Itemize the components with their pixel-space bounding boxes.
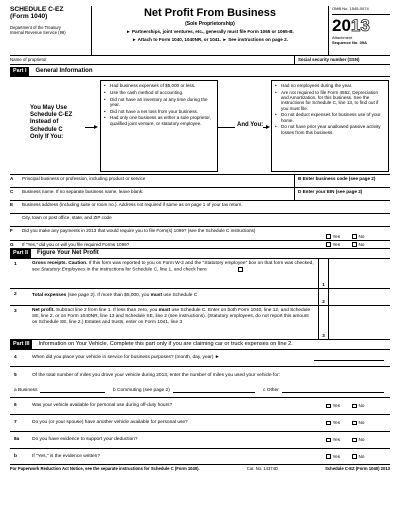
arrow-head-left (94, 125, 98, 129)
no-label: No (358, 241, 365, 247)
line-1-box-num: 1 (318, 259, 328, 288)
principal-business-field[interactable] (22, 175, 294, 187)
condition-item: • Do not have prior year unallowed passive activity losses from this business. (275, 124, 385, 135)
may-use-line: You May Use (30, 105, 67, 111)
line-8b-text: If "Yes," is the evidence written? (32, 453, 101, 459)
ssn-label: Social security number (SSN) (298, 57, 360, 62)
no-label: No (358, 233, 365, 239)
yes-label: Yes (332, 403, 340, 409)
line-6-no-checkbox[interactable] (352, 404, 357, 409)
yes-label: Yes (332, 241, 340, 247)
line-8a-no-checkbox[interactable] (352, 438, 357, 443)
line-7-num: 7 (14, 420, 17, 426)
yes-label: Yes (332, 437, 340, 443)
line-f-text: Did you make any payments in 2013 that would require you to file Form(s) 1099? (see the Schedule C instructions) (22, 228, 256, 233)
line-7-choices (326, 420, 390, 426)
line-d-label: D Enter your EIN (see page 2) (298, 189, 363, 194)
line-2-text (32, 289, 318, 305)
line-3-row (10, 306, 390, 340)
line-3-body: Subtract line 2 from line 1. If less than zero, you (54, 308, 159, 313)
spacer (10, 214, 22, 226)
condition-item: • Are not required to file Form 4562, Depreciation and Amortization, for this business. See the instructions for Schedule C, line 13, to find out if you must file. (275, 90, 385, 111)
line-1-row (10, 259, 390, 289)
line-7-row (10, 415, 390, 432)
line-g-yes-checkbox[interactable] (326, 242, 331, 247)
condition-item: • Had business expenses of $5,000 or less. (104, 83, 214, 88)
condition-item: • Do not deduct expenses for business use of your home. (275, 112, 385, 123)
line-2-must: must (150, 293, 163, 298)
yes-label: Yes (332, 453, 340, 459)
line-6-choices (326, 403, 390, 409)
line-1-lead: Gross receipts. Caution. (32, 261, 88, 266)
line-g-text: If "Yes," did you or will you file required Forms 1099? (22, 242, 130, 247)
yes-label: Yes (332, 233, 340, 239)
line-4-row (10, 350, 390, 367)
line-1-italic: Statutory Employees (41, 267, 86, 273)
line-8a-choices (326, 437, 390, 443)
year-block (328, 6, 390, 55)
no-label: No (358, 403, 365, 409)
line-e-row[interactable] (10, 201, 390, 214)
and-you-label: And You: (237, 122, 264, 128)
form-id-line2: (Form 1040) (10, 12, 48, 20)
may-use-line: Instead of (30, 119, 59, 126)
in-service-date-field[interactable] (314, 355, 384, 361)
line-3-lead: Net profit. (32, 308, 55, 313)
condition-item: • Use the cash method of accounting. (104, 90, 214, 95)
line-5-row (10, 367, 390, 384)
line-5-text: Of the total number of miles you drove your vehicle during 2013, enter the number of miles you used your vehicle for: (32, 372, 280, 378)
arrow-head-right (266, 125, 270, 129)
line-3-tail: use Schedule C. Enter on both Form 1040, line 12, and Schedule SE, line 2, or on Form 1040NR, line 13 and Schedule SE, line 2 (see instructions). (Statutory employees, do not report this amount on Schedule SE, line 2.) Estates and trusts, enter on Form 1041, line 3 (32, 308, 311, 326)
line-8b-row (10, 449, 390, 464)
other-miles-field[interactable] (282, 388, 384, 393)
line-f-choices (326, 234, 390, 241)
attachment-line2: Sequence No. 09A (332, 39, 367, 45)
part3-title-bold: Information on Your Vehicle. (38, 340, 109, 347)
line-5-num: 5 (14, 372, 17, 378)
line-5b (105, 388, 255, 394)
yes-label: Yes (332, 420, 340, 426)
right-conditions-box (271, 80, 389, 172)
form-subtitle: (Sole Proprietorship) (185, 21, 235, 28)
title-block (92, 6, 328, 55)
condition-item: • Had only one business as either a sole proprietor, qualified joint venture, or statutory employee. (104, 115, 214, 126)
line-7-yes-checkbox[interactable] (326, 421, 331, 426)
form-id-line1: SCHEDULE C-EZ (10, 6, 64, 13)
general-info-panel (10, 77, 390, 175)
dept-line1: Department of the Treasury (10, 24, 61, 30)
line-7-no-checkbox[interactable] (352, 421, 357, 426)
part1-header (10, 67, 390, 77)
arrow-line-mid (218, 127, 235, 128)
line-f-yes-checkbox[interactable] (326, 234, 331, 239)
line-c-row (10, 188, 390, 201)
line-1-body: If this form was reported to you on Form W-2 and the "Statutory employee" box on that form was checked, see (32, 261, 314, 273)
business-code-field[interactable] (294, 175, 390, 187)
line-8a-text: Do you have evidence to support your deduction? (32, 437, 138, 443)
line-6-num: 6 (14, 403, 17, 409)
line-f-row (10, 227, 390, 241)
line-g-row (10, 241, 390, 249)
part2-tag: Part II (10, 249, 31, 258)
line-2-lead: Total expenses (32, 293, 67, 298)
omb-number: OMB No. 1545-0074 (332, 6, 390, 15)
may-use-line: Schedule C-EZ (30, 112, 73, 119)
attachment-line1: Attachment (332, 34, 353, 40)
line-8a-num: 8a (14, 437, 20, 443)
business-name-field[interactable] (22, 188, 294, 200)
may-use-line: Schedule C (30, 126, 63, 133)
line-a-text: Principal business or profession, including product or service (22, 176, 146, 181)
statutory-employee-checkbox[interactable] (238, 267, 243, 272)
line-e-text: Business address (including suite or room no.). Address not required if same as on page 1 of your tax return. (22, 202, 243, 207)
commuting-miles-field[interactable] (173, 388, 255, 393)
line-3-box-num: 3 (318, 306, 328, 339)
line-g-choices (326, 241, 390, 248)
line-2-tail: use Schedule C (162, 293, 198, 298)
year-prefix: 20 (332, 15, 351, 35)
line-f-label: F (10, 228, 13, 233)
line-8a-row (10, 432, 390, 449)
line-g-no-checkbox[interactable] (352, 242, 357, 247)
line-4-num: 4 (14, 355, 17, 361)
net-profit-amount[interactable] (328, 306, 390, 339)
instruction-1: ► Partnerships, joint ventures, etc., generally must file Form 1065 or 1065-B. (126, 29, 294, 35)
no-label: No (358, 453, 365, 459)
line-g-label: G (10, 242, 14, 247)
line-b-label: B Enter business code (see page 2) (298, 176, 376, 181)
line-8a-yes-checkbox[interactable] (326, 438, 331, 443)
part3-title (38, 341, 292, 348)
line-1-num: 1 (14, 262, 17, 267)
line-2-row (10, 289, 390, 306)
left-conditions-box (100, 80, 218, 172)
ssn-field[interactable] (294, 56, 390, 64)
line-6-text: Was your vehicle available for personal use during off-duty hours? (32, 403, 173, 409)
line-e-label: E (10, 202, 14, 207)
part1-title: General Information (35, 67, 93, 74)
line-2-body: (see page 2). If more than $5,000, you (66, 293, 151, 298)
cat-number: Cat. No. 14374D (246, 466, 278, 471)
line-5b-label: b Commuting (see page 2) (113, 387, 170, 393)
proprietor-name-label: Name of proprietor (10, 57, 47, 62)
line-5a-label: a Business (14, 387, 38, 393)
part3-title-rest: Complete this part only if you are claiming car or truck expenses on line 2. (108, 340, 293, 347)
part1-tag: Part I (10, 67, 29, 76)
line-5a (10, 388, 105, 394)
part3-header (10, 340, 390, 350)
form-header (10, 6, 390, 56)
line-6-row (10, 398, 390, 415)
line-5-parts-row (10, 384, 390, 398)
line-8b-choices (326, 454, 390, 460)
line-3-must: must (158, 308, 171, 313)
line-2-num: 2 (14, 292, 17, 297)
line-8b-num: b (14, 453, 17, 459)
line-8b-yes-checkbox[interactable] (326, 454, 331, 459)
name-row (10, 56, 390, 65)
condition-item: • Did not have a net loss from your business. (104, 109, 214, 114)
line-5c (255, 388, 390, 394)
gross-receipts-amount[interactable] (328, 259, 390, 288)
footer-form-name: Schedule C-EZ (Form 1040) 2013 (325, 466, 390, 471)
total-expenses-amount[interactable] (328, 289, 390, 305)
form-id-block (10, 6, 92, 55)
line-3-num: 3 (14, 309, 17, 314)
paperwork-notice: For Paperwork Reduction Act Notice, see the separate instructions for Schedule C (Form 1040). (10, 466, 200, 471)
form-footer (10, 464, 390, 471)
city-state-zip-field[interactable] (10, 214, 390, 227)
line-7-text: Do you (or your spouse) have another vehicle available for personal use? (32, 420, 188, 426)
line-e2-text: City, town or post office, state, and ZIP code (22, 215, 112, 220)
no-label: No (358, 437, 365, 443)
line-2-box-num: 2 (318, 289, 328, 305)
proprietor-name-field[interactable] (10, 56, 294, 64)
part2-title: Figure Your Net Profit (36, 249, 99, 256)
line-6-yes-checkbox[interactable] (326, 404, 331, 409)
form-title: Net Profit From Business (143, 7, 277, 19)
line-4-text: When did you place your vehicle in service for business purposes? (month, day, year) ► (32, 355, 220, 361)
line-c-text: Business name. If no separate business name, leave blank. (22, 189, 144, 194)
no-label: No (358, 420, 365, 426)
line-f-no-checkbox[interactable] (352, 234, 357, 239)
instruction-2: ► Attach to Form 1040, 1040NR, or 1041. ► See instructions on page 2. (132, 36, 288, 42)
tax-year (332, 17, 390, 34)
line-3-text (32, 306, 318, 339)
line-c-label: C (10, 189, 14, 194)
condition-item: • Did not have an inventory at any time during the year. (104, 97, 214, 108)
may-use-label (30, 105, 72, 141)
line-5c-label: c Other (263, 387, 279, 393)
year-suffix: 13 (350, 15, 370, 35)
line-a-row (10, 175, 390, 188)
may-use-line: Only If You: (30, 133, 64, 140)
business-miles-field[interactable] (40, 388, 105, 393)
line-a-label: A (10, 176, 14, 181)
line-8b-no-checkbox[interactable] (352, 454, 357, 459)
dept-line2: Internal Revenue Service (99) (10, 30, 66, 36)
ein-field[interactable] (294, 188, 390, 200)
part3-tag: Part III (10, 340, 32, 349)
part2-header (10, 249, 390, 259)
condition-item: • Had no employees during the year. (275, 83, 385, 88)
line-1-text (32, 259, 318, 288)
line-1-tail: in the instructions for Schedule C, line 1, and check here (85, 267, 207, 273)
